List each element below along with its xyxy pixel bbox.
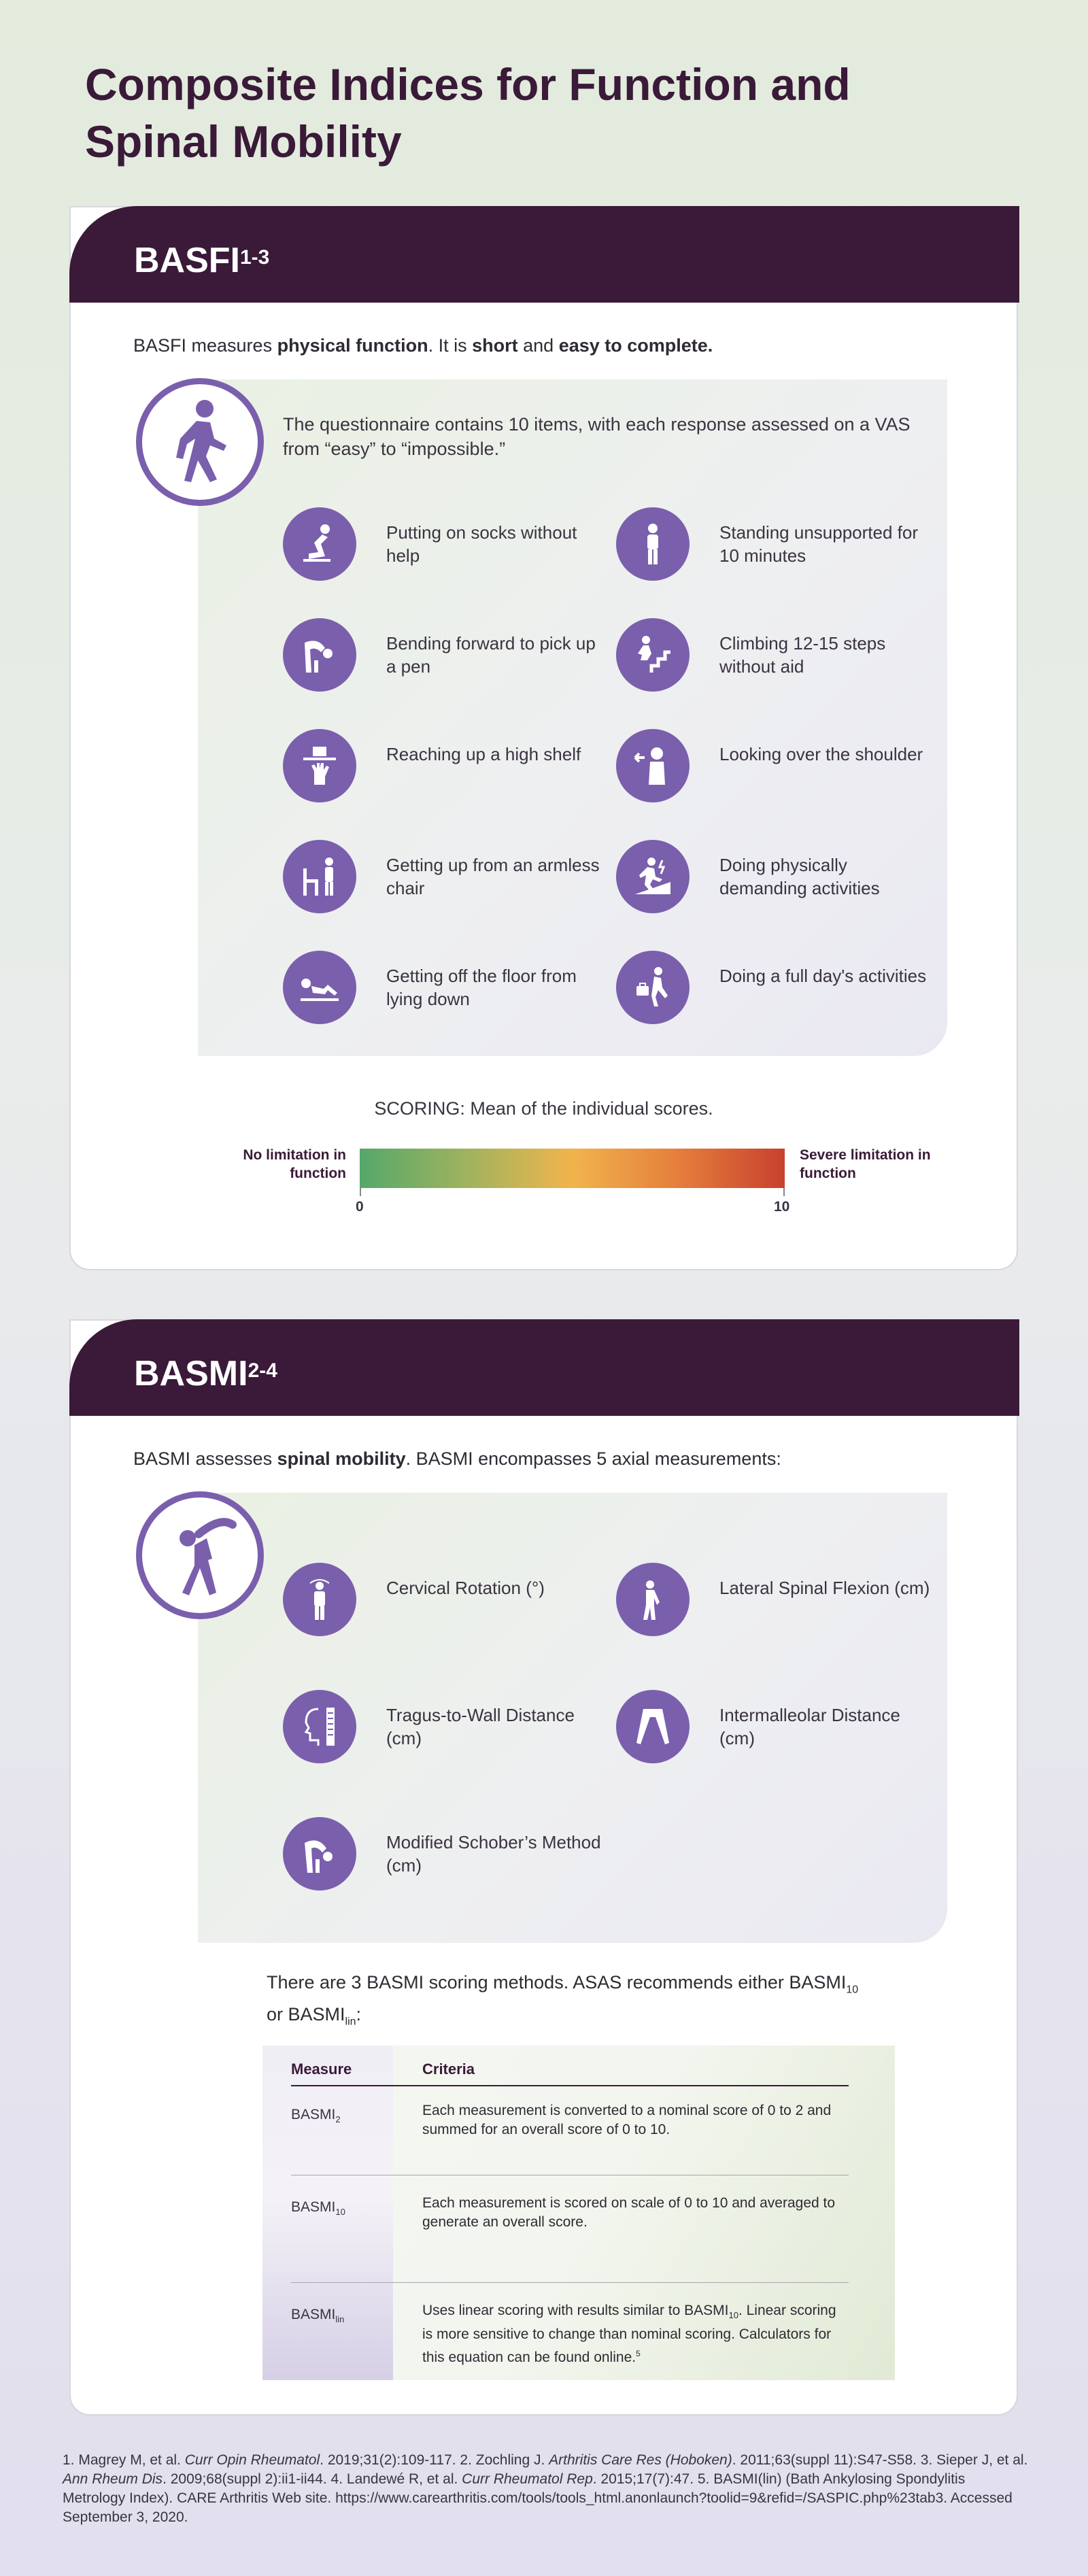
basfi-item-label: Climbing 12-15 steps without aid [719,633,886,677]
basfi-item-standing [616,507,936,582]
basmi-item-intermalleolar [616,1690,936,1765]
basfi-item-label: Bending forward to pick up a pen [386,633,596,677]
basmi-item-label: Cervical Rotation (°) [386,1578,545,1598]
basmi-card [69,1319,1018,2416]
basmi-item-cervical [283,1563,602,1638]
basmi-item-label: Tragus-to-Wall Distance (cm) [386,1705,575,1748]
basfi-item-stairs [616,618,936,693]
basfi-item-chair [283,840,602,915]
scale-max: 10 [774,1199,790,1215]
table-row-criteria: Uses linear scoring with results similar to $BASMI_{10}$. Linear scoring is more sensitive to change than nominal scoring. Calculators for this equation can be found online.$^5$ [422,2303,836,2366]
limitation-scale-bar [360,1149,785,1188]
lateral-flexion-icon [616,1563,690,1636]
basmi-item-tragus [283,1690,602,1765]
scale-tick-max [783,1188,785,1196]
walking-person-icon [136,378,264,506]
socks-icon [283,507,356,581]
reaching-hand-icon [283,729,356,802]
intermalleolar-icon [616,1690,690,1763]
references: 1. Magrey M, et al. Curr Opin Rheumatol. 2019;31(2):109-117. 2. Zochling J. Arthritis Care Res (Hoboken). 2011;63(suppl 11):S47-S58. 3. Sieper J, et al. Ann Rheum Dis. 2009;68(suppl 2):ii1-ii44. 4. Landewé R, et al. Curr Rheumatol Rep. 2015;17(7):47. 5. BASMI(lin) (Bath Ankylosing Spondylitis Metrology Index). CARE Arthritis Web site. https://www.carearthritis.com/tools/tools_html.anonlaunch?toolid=9&refid=/SASPIC.php%23tab3. Accessed September 3, 2020. [63,2452,1028,2525]
tragus-wall-icon [283,1690,356,1763]
table-header-measure: Measure [291,2061,352,2078]
scale-left-label: No limitation in function [243,1147,346,1181]
schober-icon [283,1817,356,1891]
basfi-item-label: Doing physically demanding activities [719,855,880,898]
table-row-criteria: Each measurement is scored on scale of 0 to 10 and averaged to generate an overall score. [422,2195,836,2230]
basfi-item-label: Standing unsupported for 10 minutes [719,522,918,566]
basfi-item-label: Getting up from an armless chair [386,855,600,898]
page-title: Composite Indices for Function and Spinal Mobility [85,59,851,167]
basmi-item-label: Intermalleolar Distance (cm) [719,1705,900,1748]
basfi-header [69,206,1019,303]
chair-icon [283,840,356,913]
look-back-icon [616,729,690,802]
basfi-items-panel [198,379,947,1056]
basfi-heading: BASFI$^{1-3}$ [134,241,270,280]
basfi-item-reaching [283,729,602,804]
table-row-measure: $BASMI_2$ [291,2107,341,2125]
basfi-item-demanding [616,840,936,915]
basfi-scoring: SCORING: Mean of the individual scores. [374,1098,713,1119]
basmi-heading: BASMI$^{2-4}$ [134,1354,277,1393]
basfi-item-label: Doing a full day's activities [719,966,927,986]
table-row-criteria: Each measurement is converted to a nominal score of 0 to 2 and summed for an overall score of 0 to 10. [422,2103,832,2137]
scale-min: 0 [356,1199,364,1215]
scale-tick-min [360,1188,361,1196]
standing-person-icon [616,507,690,581]
basfi-item-bending [283,618,602,693]
basfi-item-label: Putting on socks without help [386,522,577,566]
basmi-items-panel [198,1493,947,1943]
basmi-header [69,1319,1019,1416]
side-stretch-icon [136,1491,264,1619]
basfi-item-label: Getting off the floor from lying down [386,966,577,1009]
basmi-item-label: Lateral Spinal Flexion (cm) [719,1578,930,1598]
table-header-criteria: Criteria [422,2061,475,2078]
basmi-methods-lead: There are 3 BASMI scoring methods. ASAS recommends either $BASMI_{10}$ or $BASMI_{lin}$: [267,1972,859,2028]
basfi-heading-refs: 1-3 [240,246,270,269]
basfi-intro: BASFI measures physical function. It is short and easy to complete. [133,335,713,356]
basfi-item-label: Looking over the shoulder [719,744,923,764]
table-row-measure: $BASMI_{lin}$ [291,2307,345,2325]
walking-briefcase-icon [616,951,690,1024]
basmi-item-label: Modified Schober’s Method (cm) [386,1832,601,1876]
basfi-item-look-back [616,729,936,804]
basmi-scoring-table [262,2046,895,2380]
basfi-card [69,206,1018,1270]
basfi-item-lying [283,951,602,1026]
basfi-item-label: Reaching up a high shelf [386,744,581,764]
basmi-item-lateral [616,1563,936,1638]
basmi-item-schober [283,1817,602,1892]
bending-person-icon [283,618,356,692]
stairs-icon [616,618,690,692]
scale-right-label: Severe limitation in function [800,1147,931,1181]
basmi-intro: BASMI assesses spinal mobility. BASMI encompasses 5 axial measurements: [133,1448,781,1469]
basfi-panel-lead: The questionnaire contains 10 items, with each response assessed on a VAS from “easy” to “impossible.” [283,414,911,459]
basmi-heading-refs: 2-4 [248,1359,277,1382]
basfi-item-socks [283,507,602,582]
basfi-item-full-day [616,951,936,1026]
cervical-rotation-icon [283,1563,356,1636]
table-row-measure: $BASMI_{10}$ [291,2199,345,2218]
table-row-divider [291,2282,849,2283]
table-header-rule [291,2085,849,2086]
lying-person-icon [283,951,356,1024]
running-effort-icon [616,840,690,913]
